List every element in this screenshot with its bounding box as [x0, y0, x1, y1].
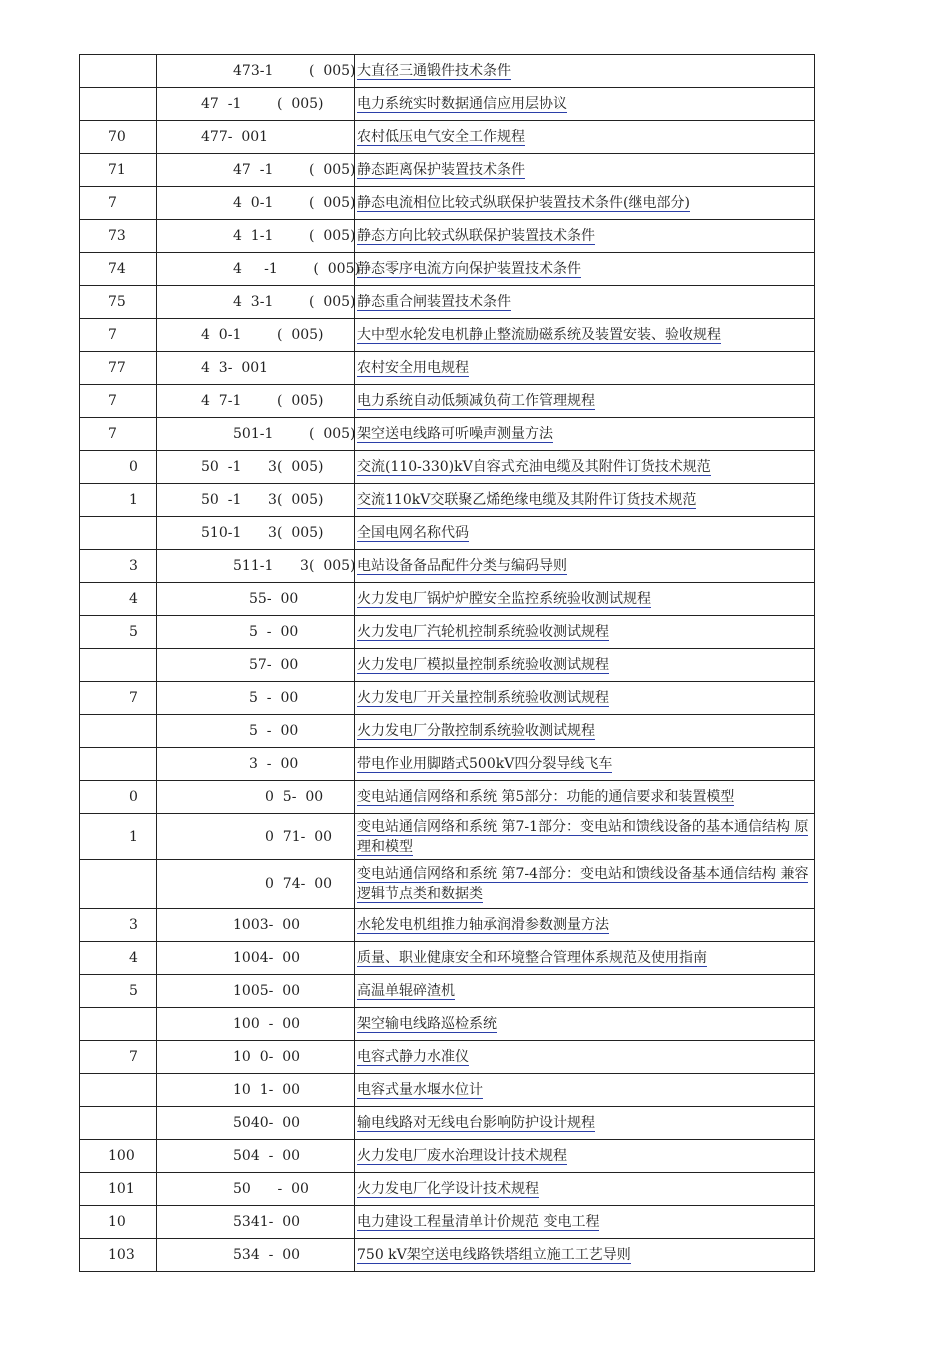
standard-title-cell — [355, 1074, 815, 1107]
standard-title-cell — [355, 55, 815, 88]
row-number: 4 — [80, 583, 157, 616]
standard-code-cell — [157, 121, 355, 154]
standard-title-link[interactable]: 变电站通信网络和系统 第5部分：功能的通信要求和装置模型 — [357, 789, 735, 805]
row-number: 73 — [80, 220, 157, 253]
standard-code: 10 0- 00 — [233, 1049, 301, 1065]
standard-code-cell — [157, 154, 355, 187]
standard-code: 0 5- 00 — [265, 789, 324, 805]
table-row — [80, 484, 815, 517]
standard-title-cell — [355, 319, 815, 352]
standard-code-cell — [157, 860, 355, 909]
standard-code: 5040- 00 — [233, 1115, 301, 1131]
table-row — [80, 121, 815, 154]
standard-code-cell — [157, 418, 355, 451]
table-row — [80, 1239, 815, 1272]
standard-code: 511-1 3( 005) — [233, 558, 356, 574]
standard-code-cell — [157, 517, 355, 550]
standard-title-cell — [355, 286, 815, 319]
row-number — [80, 517, 157, 550]
standard-code-cell — [157, 55, 355, 88]
standard-code: 477- 001 — [201, 129, 269, 145]
standard-code: 5 - 00 — [249, 624, 299, 640]
standard-title-cell — [355, 715, 815, 748]
table-row — [80, 418, 815, 451]
standard-title-link[interactable]: 农村低压电气安全工作规程 — [357, 129, 525, 145]
table-row — [80, 715, 815, 748]
table-row — [80, 1041, 815, 1074]
table-row — [80, 253, 815, 286]
row-number: 7 — [80, 1041, 157, 1074]
standard-title-cell — [355, 451, 815, 484]
table-row — [80, 220, 815, 253]
standard-title-link[interactable]: 大中型水轮发电机静止整流励磁系统及装置安装、验收规程 — [357, 327, 721, 343]
standard-title-link[interactable]: 农村安全用电规程 — [357, 360, 469, 376]
table-row — [80, 1173, 815, 1206]
row-number — [80, 715, 157, 748]
row-number: 71 — [80, 154, 157, 187]
standard-code: 47 -1 ( 005) — [201, 96, 324, 112]
standard-code-cell — [157, 975, 355, 1008]
table-row — [80, 55, 815, 88]
standard-title-cell — [355, 484, 815, 517]
row-number: 7 — [80, 418, 157, 451]
standard-title-link[interactable]: 火力发电厂分散控制系统验收测试规程 — [357, 723, 595, 739]
standard-code-cell — [157, 781, 355, 814]
standard-title-cell — [355, 121, 815, 154]
standard-code: 4 0-1 ( 005) — [233, 195, 356, 211]
standard-title-cell — [355, 154, 815, 187]
standard-code-cell — [157, 748, 355, 781]
standard-title-link[interactable]: 电力系统实时数据通信应用层协议 — [357, 96, 567, 112]
standard-code-cell — [157, 1074, 355, 1107]
standard-title-link[interactable]: 火力发电厂开关量控制系统验收测试规程 — [357, 690, 609, 706]
standard-code: 534 - 00 — [233, 1247, 301, 1263]
table-row — [80, 1140, 815, 1173]
row-number — [80, 1008, 157, 1041]
table-row — [80, 748, 815, 781]
standard-code: 510-1 3( 005) — [201, 525, 324, 541]
standard-title-cell — [355, 1008, 815, 1041]
standard-title-link[interactable]: 大直径三通锻件技术条件 — [357, 63, 511, 79]
standard-code-cell — [157, 1107, 355, 1140]
standard-code: 57- 00 — [249, 657, 299, 673]
standard-title-link[interactable]: 火力发电厂锅炉炉膛安全监控系统验收测试规程 — [357, 591, 651, 607]
standard-code-cell — [157, 187, 355, 220]
standard-title-cell — [355, 1107, 815, 1140]
standard-code-cell — [157, 1173, 355, 1206]
standard-code-cell — [157, 1140, 355, 1173]
standard-code: 100 - 00 — [233, 1016, 301, 1032]
table-row — [80, 319, 815, 352]
standard-title-link[interactable]: 火力发电厂废水治理设计技术规程 — [357, 1148, 567, 1164]
standard-code: 47 -1 ( 005) — [233, 162, 356, 178]
table-row — [80, 1074, 815, 1107]
standard-title-cell — [355, 1173, 815, 1206]
table-row — [80, 1107, 815, 1140]
standard-title-cell — [355, 1041, 815, 1074]
standard-title-cell — [355, 649, 815, 682]
standard-title-cell — [355, 781, 815, 814]
standard-title-cell — [355, 1239, 815, 1272]
standard-code: 0 71- 00 — [265, 828, 333, 845]
standard-code-cell — [157, 1008, 355, 1041]
standard-title-link[interactable]: 电力建设工程量清单计价规范 变电工程 — [357, 1214, 600, 1230]
row-number: 100 — [80, 1140, 157, 1173]
standard-title-link[interactable]: 变电站通信网络和系统 第7-1部分：变电站和馈线设备的基本通信结构 原理和模型 — [357, 818, 809, 855]
standard-code: 501-1 ( 005) — [233, 426, 356, 442]
standard-code-cell — [157, 909, 355, 942]
row-number: 1 — [80, 484, 157, 517]
standard-code: 504 - 00 — [233, 1148, 301, 1164]
standard-title-link[interactable]: 交流(110-330)kV自容式充油电缆及其附件订货技术规范 — [357, 459, 711, 475]
standard-code-cell — [157, 649, 355, 682]
standard-code: 50 -1 3( 005) — [201, 459, 324, 475]
standard-code: 1005- 00 — [233, 983, 301, 999]
standard-title-link[interactable]: 架空送电线路可听噪声测量方法 — [357, 426, 553, 442]
table-row — [80, 88, 815, 121]
table-row — [80, 385, 815, 418]
table-row — [80, 682, 815, 715]
table-row — [80, 154, 815, 187]
standard-title-link[interactable]: 交流110kV交联聚乙烯绝缘电缆及其附件订货技术规范 — [357, 492, 697, 508]
standard-title-link[interactable]: 静态方向比较式纵联保护装置技术条件 — [357, 228, 595, 244]
standard-code: 55- 00 — [249, 591, 299, 607]
standard-title-cell — [355, 583, 815, 616]
table-row — [80, 1008, 815, 1041]
standard-code-cell — [157, 286, 355, 319]
standard-title-cell — [355, 909, 815, 942]
standard-code-cell — [157, 88, 355, 121]
standard-code-cell — [157, 385, 355, 418]
standard-title-link[interactable]: 带电作业用脚踏式500kV四分裂导线飞车 — [357, 756, 613, 772]
table-row — [80, 781, 815, 814]
standard-code-cell — [157, 583, 355, 616]
standard-title-link[interactable]: 750 kV架空送电线路铁塔组立施工工艺导则 — [357, 1247, 631, 1263]
table-row — [80, 649, 815, 682]
standard-code: 50 -1 3( 005) — [201, 492, 324, 508]
standard-title-link[interactable]: 火力发电厂模拟量控制系统验收测试规程 — [357, 657, 609, 673]
standard-title-link[interactable]: 火力发电厂汽轮机控制系统验收测试规程 — [357, 624, 609, 640]
row-number: 0 — [80, 781, 157, 814]
standard-title-cell — [355, 187, 815, 220]
standard-title-link[interactable]: 水轮发电机组推力轴承润滑参数测量方法 — [357, 917, 609, 933]
standard-code: 4 3-1 ( 005) — [233, 294, 356, 310]
row-number: 7 — [80, 187, 157, 220]
standard-code: 3 - 00 — [249, 756, 299, 772]
table-row — [80, 814, 815, 860]
standard-code-cell — [157, 1239, 355, 1272]
row-number: 7 — [80, 319, 157, 352]
row-number: 74 — [80, 253, 157, 286]
standard-title-cell — [355, 418, 815, 451]
standard-title-cell — [355, 220, 815, 253]
standard-title-link[interactable]: 质量、职业健康安全和环境整合管理体系规范及使用指南 — [357, 950, 707, 966]
standard-title-cell — [355, 385, 815, 418]
standard-title-link[interactable]: 静态零序电流方向保护装置技术条件 — [357, 261, 581, 277]
standard-code: 5341- 00 — [233, 1214, 301, 1230]
standards-table — [79, 54, 815, 1272]
row-number — [80, 55, 157, 88]
standard-title-link[interactable]: 变电站通信网络和系统 第7-4部分：变电站和馈线设备基本通信结构 兼容逻辑节点类和数据类 — [357, 866, 809, 902]
row-number: 3 — [80, 550, 157, 583]
standard-code: 5 - 00 — [249, 690, 299, 706]
row-number: 7 — [80, 385, 157, 418]
standard-code: 0 74- 00 — [265, 876, 333, 892]
standard-title-cell — [355, 682, 815, 715]
standard-title-cell — [355, 1206, 815, 1239]
standard-code-cell — [157, 319, 355, 352]
standard-title-link[interactable]: 静态电流相位比较式纵联保护装置技术条件(继电部分) — [357, 195, 690, 211]
standard-code-cell — [157, 253, 360, 286]
table-row — [80, 860, 815, 909]
standard-title-cell — [355, 616, 815, 649]
standard-title-cell — [355, 253, 815, 286]
standard-code-cell — [157, 484, 355, 517]
standard-code: 4 -1 ( 005) — [233, 261, 360, 277]
row-number: 103 — [80, 1239, 157, 1272]
standard-title-link[interactable]: 架空输电线路巡检系统 — [357, 1016, 497, 1032]
standard-code: 1004- 00 — [233, 950, 301, 966]
row-number: 1 — [80, 814, 157, 860]
standard-title-link[interactable]: 电力系统自动低频减负荷工作管理规程 — [357, 393, 595, 409]
standard-code: 4 7-1 ( 005) — [201, 393, 324, 409]
standard-code-cell — [157, 550, 355, 583]
standard-title-link[interactable]: 电容式量水堰水位计 — [357, 1082, 483, 1098]
standard-title-cell — [355, 942, 815, 975]
table-row — [80, 975, 815, 1008]
row-number — [80, 860, 157, 909]
table-row — [80, 451, 815, 484]
table-row — [80, 583, 815, 616]
row-number — [80, 649, 157, 682]
standard-code-cell — [157, 1041, 355, 1074]
row-number: 5 — [80, 975, 157, 1008]
standard-code-cell — [157, 352, 355, 385]
standard-code-cell — [157, 1206, 355, 1239]
standard-code: 4 1-1 ( 005) — [233, 228, 356, 244]
standard-code-cell — [157, 220, 355, 253]
row-number: 5 — [80, 616, 157, 649]
standard-code: 10 1- 00 — [233, 1082, 301, 1098]
row-number: 70 — [80, 121, 157, 154]
table-row — [80, 286, 815, 319]
standard-code: 1003- 00 — [233, 917, 301, 933]
row-number: 101 — [80, 1173, 157, 1206]
standard-title-link[interactable]: 静态重合闸装置技术条件 — [357, 294, 511, 310]
table-row — [80, 942, 815, 975]
standard-title-link[interactable]: 电容式静力水准仪 — [357, 1049, 469, 1065]
row-number: 3 — [80, 909, 157, 942]
standard-title-cell — [355, 88, 815, 121]
standard-code: 4 3- 001 — [201, 360, 269, 376]
row-number: 77 — [80, 352, 157, 385]
standard-code-cell — [157, 682, 355, 715]
standard-title-cell — [355, 814, 815, 860]
standard-title-link[interactable]: 输电线路对无线电台影响防护设计规程 — [357, 1115, 595, 1131]
standard-code-cell — [157, 715, 355, 748]
row-number: 0 — [80, 451, 157, 484]
standard-code-cell — [157, 814, 355, 860]
row-number: 7 — [80, 682, 157, 715]
standard-title-cell — [355, 517, 815, 550]
standard-code: 50 - 00 — [233, 1181, 309, 1197]
standard-title-link[interactable]: 高温单辊碎渣机 — [357, 983, 455, 999]
table-row — [80, 616, 815, 649]
standard-code: 4 0-1 ( 005) — [201, 327, 324, 343]
table-row — [80, 1206, 815, 1239]
standard-title-cell — [355, 352, 815, 385]
table-row — [80, 517, 815, 550]
row-number: 10 — [80, 1206, 157, 1239]
standard-title-cell — [355, 860, 815, 909]
standard-title-link[interactable]: 火力发电厂化学设计技术规程 — [357, 1181, 539, 1197]
standard-title-cell — [355, 1140, 815, 1173]
row-number — [80, 88, 157, 121]
standard-title-link[interactable]: 电站设备备品配件分类与编码导则 — [357, 558, 567, 574]
standard-title-cell — [355, 550, 815, 583]
table-row — [80, 352, 815, 385]
standard-code-cell — [157, 451, 355, 484]
standard-title-cell — [355, 975, 815, 1008]
standard-code: 473-1 ( 005) — [233, 63, 356, 79]
standard-code-cell — [157, 616, 355, 649]
standard-code-cell — [157, 942, 355, 975]
table-row — [80, 187, 815, 220]
row-number: 4 — [80, 942, 157, 975]
table-row — [80, 909, 815, 942]
row-number — [80, 748, 157, 781]
standard-title-cell — [355, 748, 815, 781]
row-number: 75 — [80, 286, 157, 319]
table-row — [80, 550, 815, 583]
standard-code: 5 - 00 — [249, 723, 299, 739]
row-number — [80, 1107, 157, 1140]
row-number — [80, 1074, 157, 1107]
standard-title-link[interactable]: 静态距离保护装置技术条件 — [357, 162, 525, 178]
standard-title-link[interactable]: 全国电网名称代码 — [357, 525, 469, 541]
